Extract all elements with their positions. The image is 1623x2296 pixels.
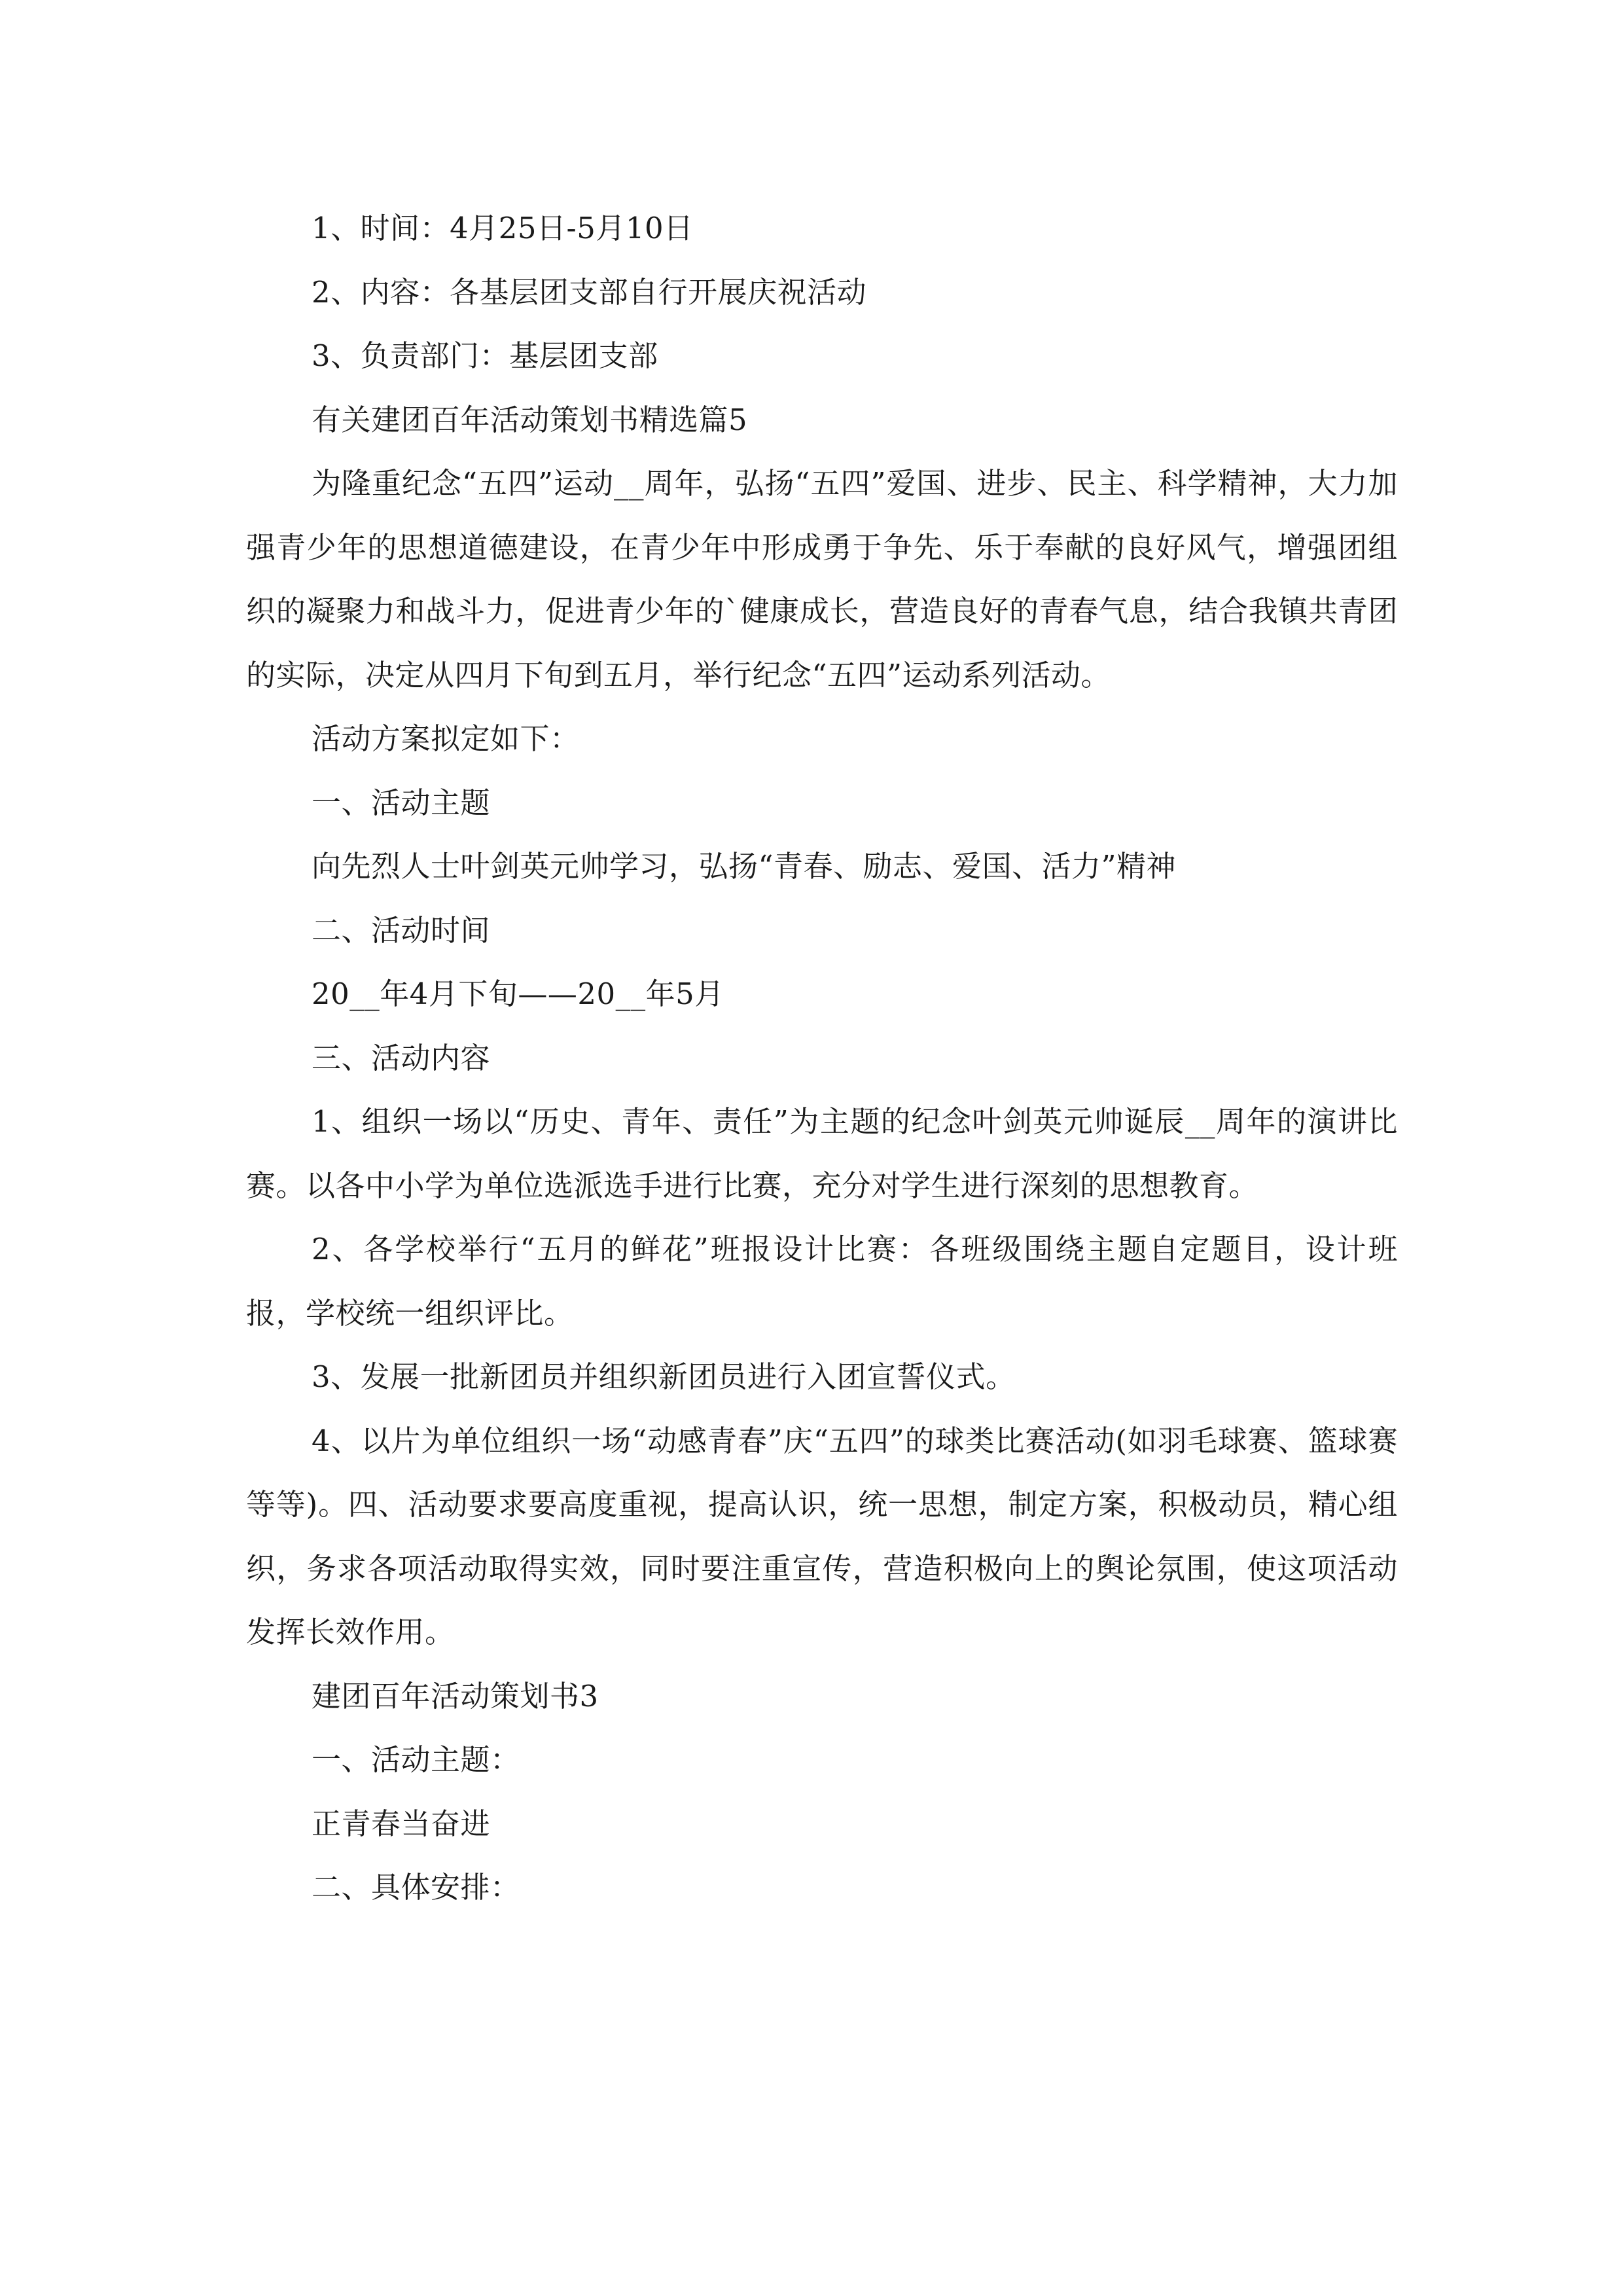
paragraph-time: 1、时间：4月25日-5月10日	[312, 211, 694, 245]
heading-theme: 一、活动主题	[312, 785, 491, 820]
paragraph-activity-1: 1、组织一场以“历史、青年、责任”为主题的纪念叶剑英元帅诞辰__周年的演讲比赛。以各中小学为单位选派选手进行比赛，充分对学生进行深刻的思想教育。	[246, 1104, 1398, 1203]
paragraph-plan: 活动方案拟定如下：	[312, 721, 580, 756]
heading-arrangement: 二、具体安排：	[312, 1870, 520, 1905]
paragraph-theme: 向先烈人士叶剑英元帅学习，弘扬“青春、励志、爱国、活力”精神	[312, 849, 1177, 884]
heading-time: 二、活动时间	[312, 912, 491, 948]
paragraph-activity-4: 4、以片为单位组织一场“动感青春”庆“五四”的球类比赛活动(如羽毛球赛、篮球赛等等)。四、活动要求要高度重视，提高认识，统一思想，制定方案，积极动员，精心组织，务求各项活动取得实效，同时要注重宣传，营造积极向上的舆论氛围，使这项活动发挥长效作用。	[246, 1423, 1398, 1649]
paragraph-department: 3、负责部门：基层团支部	[312, 338, 658, 373]
section-heading-5: 有关建团百年活动策划书精选篇5	[312, 402, 748, 437]
paragraph-activity-3: 3、发展一批新团员并组织新团员进行入团宣誓仪式。	[312, 1359, 1016, 1394]
document-body	[246, 196, 1398, 1920]
paragraph-activity-2: 2、各学校举行“五月的鲜花”班报设计比赛：各班级围绕主题自定题目，设计班报，学校统一组织评比。	[246, 1232, 1398, 1331]
heading-activities: 三、活动内容	[312, 1040, 491, 1075]
paragraph-intro: 为隆重纪念“五四”运动__周年，弘扬“五四”爱国、进步、民主、科学精神，大力加强青少年的思想道德建设，在青少年中形成勇于争先、乐于奉献的良好风气，增强团组织的凝聚力和战斗力，促进青少年的`健康成长，营造良好的青春气息，结合我镇共青团的实际，决定从四月下旬到五月，举行纪念“五四”运动系列活动。	[246, 466, 1398, 692]
paragraph-date-range: 20__年4月下旬——20__年5月	[312, 977, 724, 1011]
section-heading-3: 建团百年活动策划书3	[312, 1678, 599, 1713]
paragraph-content: 2、内容：各基层团支部自行开展庆祝活动	[312, 274, 867, 310]
heading-theme-2: 一、活动主题：	[312, 1742, 520, 1777]
paragraph-theme-2: 正青春当奋进	[312, 1806, 491, 1841]
